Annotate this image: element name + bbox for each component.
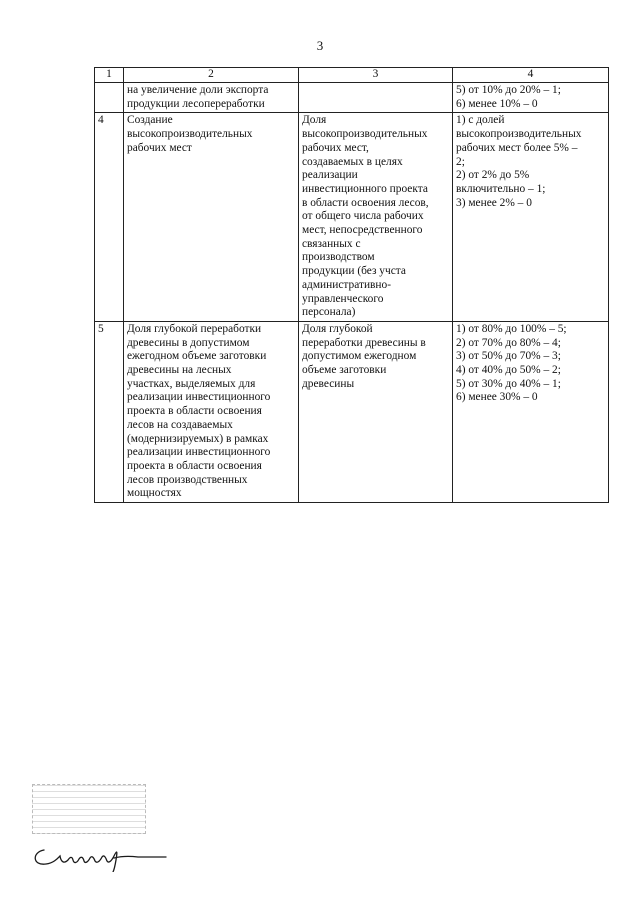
- indicator-line: допустимом ежегодном: [302, 350, 417, 363]
- indicator-line: Доля глубокой: [302, 322, 373, 335]
- indicator-line: создаваемых в целях: [302, 155, 403, 168]
- indicator-line: от общего числа рабочих: [302, 210, 424, 223]
- criterion-line: реализации инвестиционного: [127, 391, 271, 404]
- indicator-line: рабочих мест,: [302, 141, 369, 154]
- indicator-line: реализации: [302, 169, 358, 182]
- scores-line: 3) от 50% до 70% – 3;: [456, 350, 561, 363]
- criterion-cell: [124, 321, 299, 502]
- criterion-line: участках, выделяемых для: [127, 377, 256, 390]
- faded-stamp: [32, 784, 146, 834]
- scores-cell: [453, 321, 609, 502]
- indicator-line: инвестиционного проекта: [302, 182, 428, 195]
- criterion-line: высокопроизводительных: [127, 128, 253, 141]
- criterion-cell: [124, 113, 299, 322]
- criterion-cell: [124, 83, 299, 113]
- page-number: 3: [316, 38, 324, 53]
- scores-line: 2) от 2% до 5%: [456, 169, 530, 182]
- indicator-line: переработки древесины в: [302, 336, 426, 349]
- criterion-line: Создание: [127, 114, 173, 127]
- indicator-cell: [299, 321, 453, 502]
- scores-line: 2;: [456, 155, 465, 168]
- scores-cell: [453, 113, 609, 322]
- table-header-row: [95, 68, 609, 83]
- criterion-line: проекта в области освоения: [127, 459, 262, 472]
- scores-line: 5) от 10% до 20% – 1;: [456, 84, 561, 96]
- indicator-line: связанных с: [302, 237, 361, 250]
- scores-line: высокопроизводительных: [456, 128, 582, 141]
- indicator-line: древесины: [302, 377, 355, 390]
- scores-line: 6) менее 10% – 0: [456, 97, 538, 110]
- table-row: [95, 113, 609, 322]
- row-number-cell: [95, 83, 124, 113]
- table-row: [95, 83, 609, 113]
- handwritten-signature: [30, 836, 170, 872]
- column-header-4: 4: [453, 68, 609, 83]
- criterion-line: древесины в допустимом: [127, 336, 250, 349]
- indicator-line: производством: [302, 251, 375, 264]
- criterion-line: реализации инвестиционного: [127, 446, 271, 459]
- scores-line: 1) с долей: [456, 114, 505, 127]
- criterion-line: на увеличение доли экспорта: [127, 84, 269, 96]
- criteria-table: [94, 67, 609, 503]
- scores-line: 6) менее 30% – 0: [456, 391, 538, 404]
- indicator-cell: [299, 83, 453, 113]
- indicator-line: высокопроизводительных: [302, 128, 428, 141]
- criterion-line: лесов производственных: [127, 473, 248, 486]
- table-body: [95, 83, 609, 503]
- indicator-line: объеме заготовки: [302, 364, 387, 377]
- scores-line: 1) от 80% до 100% – 5;: [456, 322, 567, 335]
- criterion-line: ежегодном объеме заготовки: [127, 350, 267, 363]
- indicator-line: в области освоения лесов,: [302, 196, 429, 209]
- criterion-line: рабочих мест: [127, 141, 192, 154]
- scores-line: рабочих мест более 5% –: [456, 141, 578, 154]
- scores-line: 5) от 30% до 40% – 1;: [456, 377, 561, 390]
- criterion-line: мощностях: [127, 487, 182, 500]
- row-number-cell: 4: [95, 113, 124, 322]
- criterion-line: древесины на лесных: [127, 364, 232, 377]
- indicator-line: административно-: [302, 278, 392, 291]
- column-header-3: 3: [299, 68, 453, 83]
- criterion-line: (модернизируемых) в рамках: [127, 432, 269, 445]
- criterion-line: продукции лесопереработки: [127, 97, 265, 110]
- column-header-2: 2: [124, 68, 299, 83]
- table-row: [95, 321, 609, 502]
- criterion-line: проекта в области освоения: [127, 405, 262, 418]
- indicator-cell: [299, 113, 453, 322]
- scores-line: включительно – 1;: [456, 182, 546, 195]
- indicator-line: мест, непосредственного: [302, 224, 423, 237]
- scores-line: 3) менее 2% – 0: [456, 196, 532, 209]
- indicator-line: управленческого: [302, 292, 384, 305]
- scores-line: 4) от 40% до 50% – 2;: [456, 364, 561, 377]
- indicator-line: Доля: [302, 114, 327, 127]
- criterion-line: лесов на создаваемых: [127, 418, 233, 431]
- column-header-1: 1: [95, 68, 124, 83]
- scores-line: 2) от 70% до 80% – 4;: [456, 336, 561, 349]
- criterion-line: Доля глубокой переработки: [127, 322, 262, 335]
- indicator-line: персонала): [302, 306, 356, 319]
- indicator-line: продукции (без учста: [302, 265, 406, 278]
- scores-cell: [453, 83, 609, 113]
- row-number-cell: 5: [95, 321, 124, 502]
